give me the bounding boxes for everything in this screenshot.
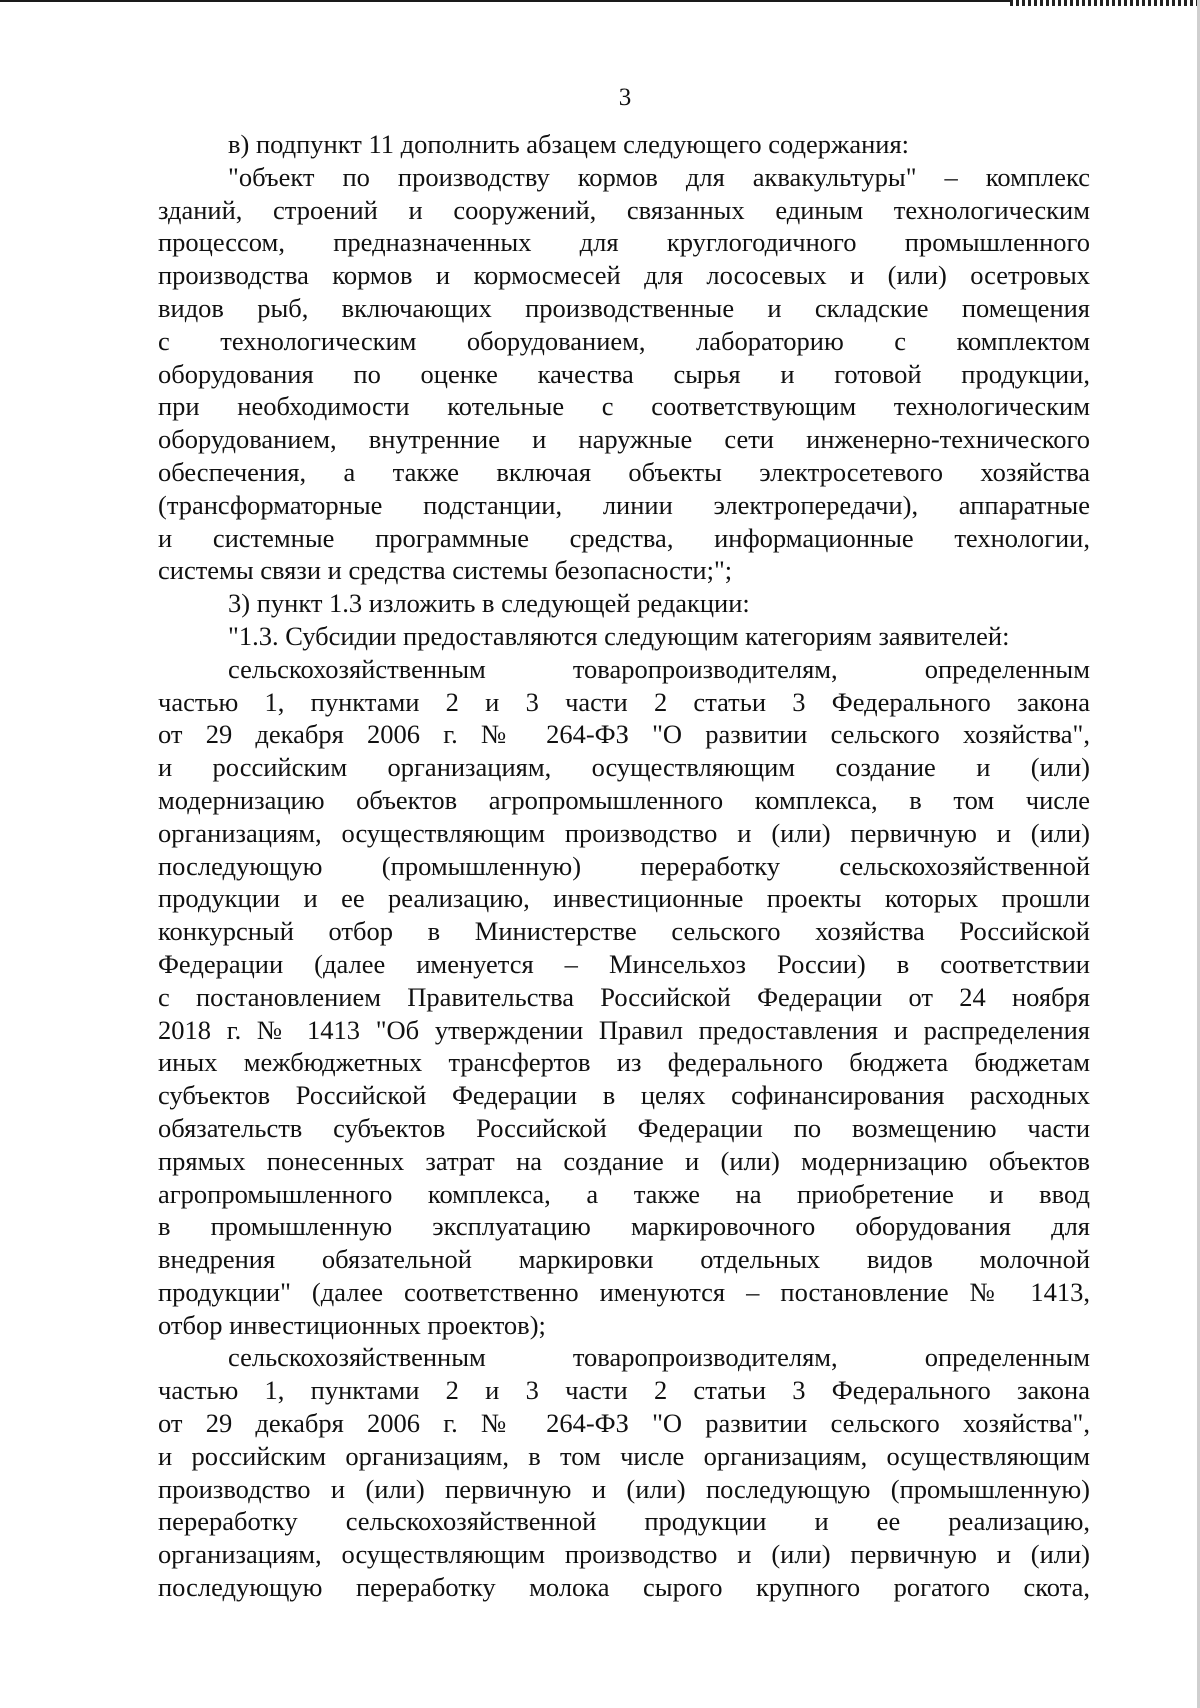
text-line: модернизацию объектов агропромышленного комплекса, в том числе xyxy=(158,784,1090,815)
text-line: от 29 декабря 2006 г. № 264-ФЗ "О развитии сельского хозяйства", xyxy=(158,719,1090,750)
text-line: системы связи и средства системы безопасности;"; xyxy=(158,555,733,586)
text-line: отбор инвестиционных проектов); xyxy=(158,1309,546,1340)
text-line: обязательств субъектов Российской Федерации по возмещению части xyxy=(158,1112,1090,1143)
text-line: субъектов Российской Федерации в целях софинансирования расходных xyxy=(158,1080,1090,1111)
text-line: "1.3. Субсидии предоставляются следующим категориям заявителей: xyxy=(228,620,1010,651)
text-line: Федерации (далее именуется – Минсельхоз России) в соответствии xyxy=(158,948,1090,979)
text-line: с постановлением Правительства Российской Федерации от 24 ноября xyxy=(158,981,1090,1012)
text-line: и российским организациям, осуществляющим создание и (или) xyxy=(158,752,1090,783)
text-line: видов рыб, включающих производственные и складские помещения xyxy=(158,292,1090,323)
text-line: сельскохозяйственным товаропроизводителям, определенным xyxy=(228,1342,1090,1373)
text-line: продукции" (далее соответственно именуются – постановление № 1413, xyxy=(158,1276,1090,1307)
text-line: иных межбюджетных трансфертов из федерального бюджета бюджетам xyxy=(158,1047,1090,1078)
text-line: и российским организациям, в том числе организациям, осуществляющим xyxy=(158,1440,1090,1471)
text-line: организациям, осуществляющим производство и (или) первичную и (или) xyxy=(158,1539,1090,1570)
page-number: 3 xyxy=(618,84,632,111)
scan-edge-top-right xyxy=(1010,0,1200,6)
text-line: производства кормов и кормосмесей для лососевых и (или) осетровых xyxy=(158,260,1090,291)
text-line: при необходимости котельные с соответствующим технологическим xyxy=(158,391,1090,422)
text-line: последующую переработку молока сырого крупного рогатого скота, xyxy=(158,1572,1090,1603)
text-line: конкурсный отбор в Министерстве сельского хозяйства Российской xyxy=(158,916,1090,947)
text-line: агропромышленного комплекса, а также на приобретение и ввод xyxy=(158,1178,1090,1209)
text-line: в) подпункт 11 дополнить абзацем следующего содержания: xyxy=(228,129,910,159)
text-line: внедрения обязательной маркировки отдельных видов молочной xyxy=(158,1244,1090,1275)
text-line: производство и (или) первичную и (или) последующую (промышленную) xyxy=(158,1473,1090,1504)
text-line: "объект по производству кормов для аквакультуры" – комплекс xyxy=(228,161,1090,192)
text-line: обеспечения, а также включая объекты электросетевого хозяйства xyxy=(158,456,1090,487)
text-line: продукции и ее реализацию, инвестиционные проекты которых прошли xyxy=(158,883,1090,914)
text-line: от 29 декабря 2006 г. № 264-ФЗ "О развитии сельского хозяйства", xyxy=(158,1408,1090,1439)
text-line: в промышленную эксплуатацию маркировочного оборудования для xyxy=(158,1211,1090,1242)
text-line: и системные программные средства, информационные технологии, xyxy=(158,522,1090,553)
text-line: (трансформаторные подстанции, линии электропередачи), аппаратные xyxy=(158,489,1090,520)
text-line: частью 1, пунктами 2 и 3 части 2 статьи 3 Федерального закона xyxy=(158,1375,1090,1406)
document-body xyxy=(158,128,1090,1604)
text-line: зданий, строений и сооружений, связанных единым технологическим xyxy=(158,194,1090,225)
text-line: последующую (промышленную) переработку сельскохозяйственной xyxy=(158,850,1090,881)
text-line: частью 1, пунктами 2 и 3 части 2 статьи 3 Федерального закона xyxy=(158,686,1090,717)
text-line: с технологическим оборудованием, лабораторию с комплектом xyxy=(158,325,1090,356)
text-line: сельскохозяйственным товаропроизводителям, определенным xyxy=(228,653,1090,684)
text-line: оборудования по оценке качества сырья и готовой продукции, xyxy=(158,358,1090,389)
text-line: переработку сельскохозяйственной продукции и ее реализацию, xyxy=(158,1506,1090,1537)
text-line: оборудованием, внутренние и наружные сети инженерно-технического xyxy=(158,424,1090,455)
text-line: 3) пункт 1.3 изложить в следующей редакции: xyxy=(228,588,750,619)
text-line: прямых понесенных затрат на создание и (или) модернизацию объектов xyxy=(158,1145,1090,1176)
text-line: процессом, предназначенных для круглогодичного промышленного xyxy=(158,227,1090,258)
text-line: организациям, осуществляющим производство и (или) первичную и (или) xyxy=(158,817,1090,848)
text-line: 2018 г. № 1413 "Об утверждении Правил предоставления и распределения xyxy=(158,1014,1090,1045)
